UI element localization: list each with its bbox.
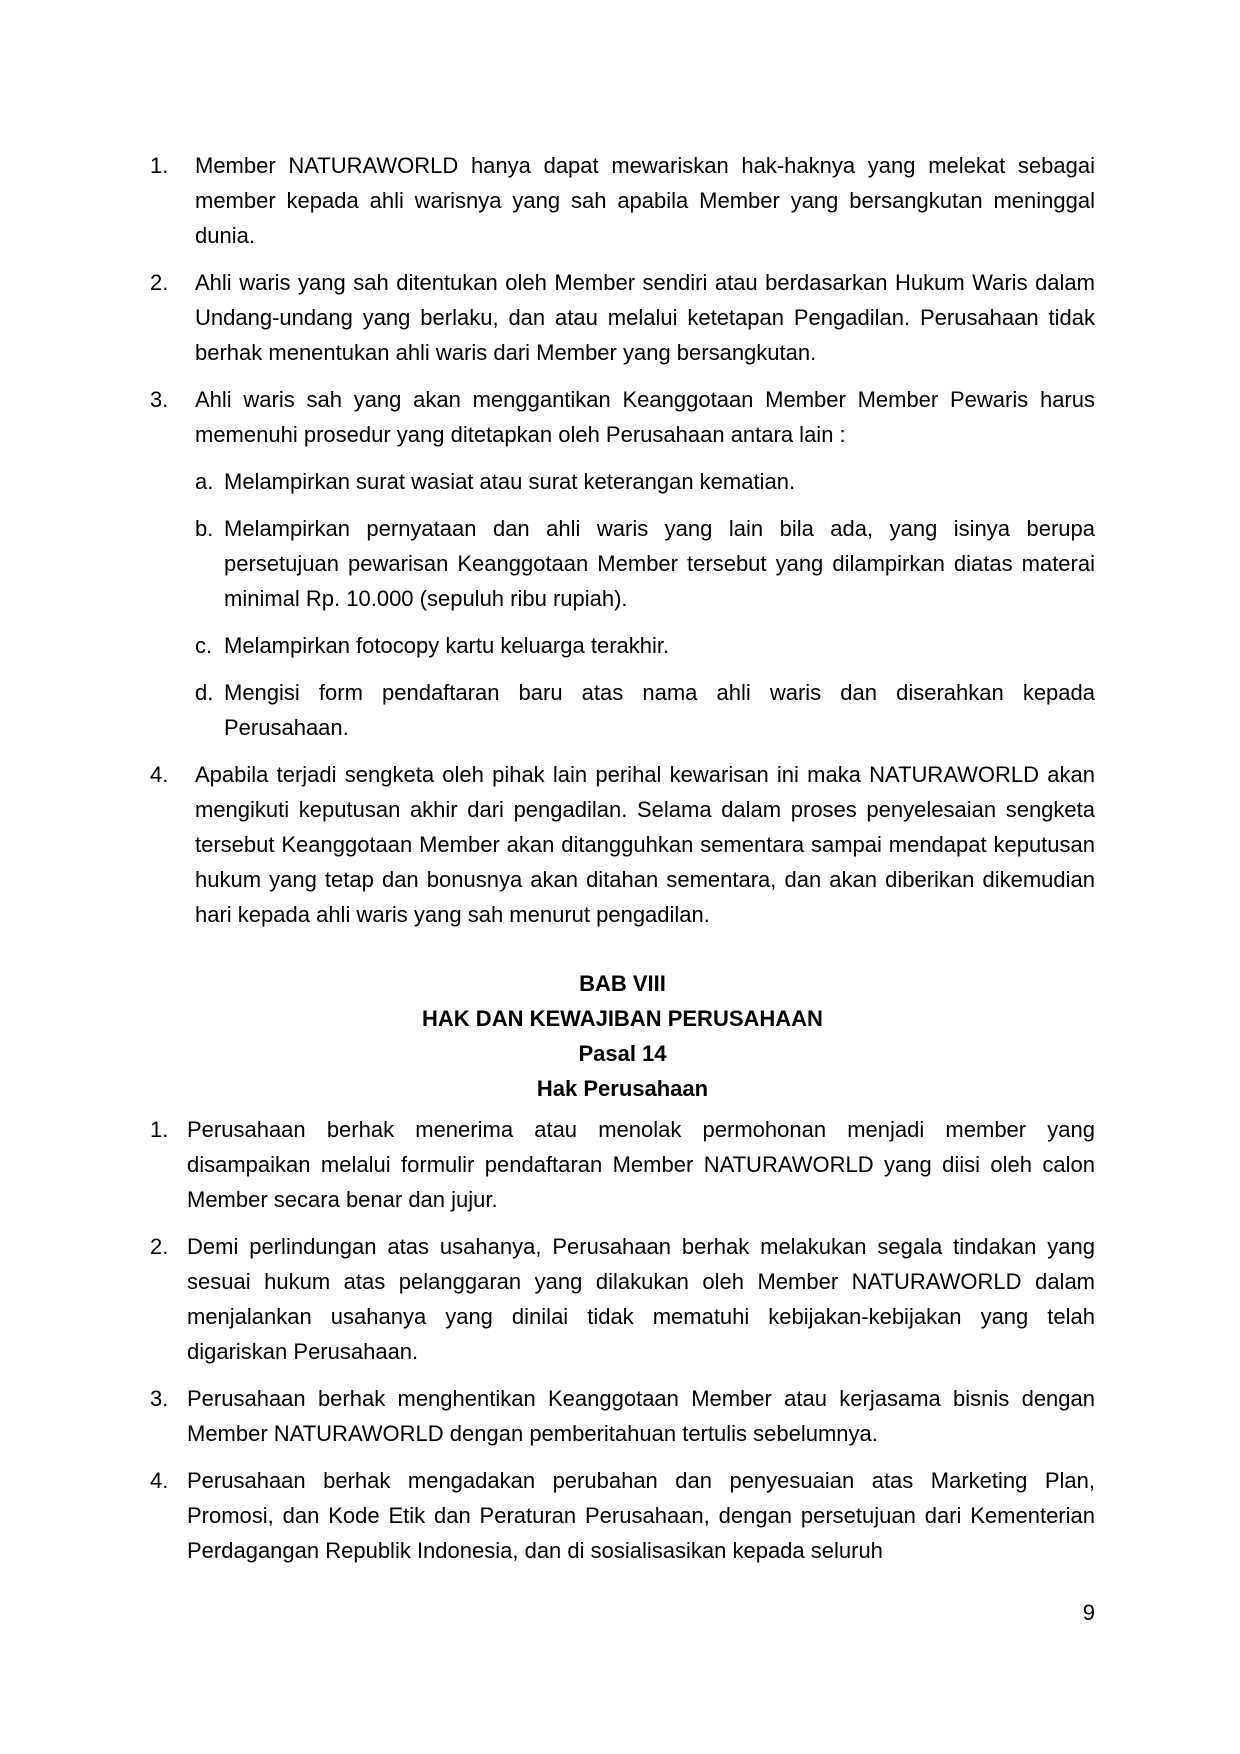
page-number: 9: [1082, 1600, 1095, 1625]
list-item-text: Perusahaan berhak menerima atau menolak permohonan menjadi member yang disampaikan melalui formulir pendaftaran Member NATURAWORLD yang diisi oleh calon Member secara benar dan jujur.: [187, 1117, 1095, 1212]
sub-list-letter: d.: [195, 680, 214, 705]
sub-list-letter: b.: [195, 516, 214, 541]
article-title: Hak Perusahaan: [536, 1076, 709, 1101]
list-item: [150, 1229, 1095, 1369]
sub-list-item: [150, 464, 1095, 499]
list-item: [150, 148, 1095, 253]
list-item-text: Ahli waris yang sah ditentukan oleh Member sendiri atau berdasarkan Hukum Waris dalam Undang-undang yang berlaku, dan atau melalui ketetapan Pengadilan. Perusahaan tidak berhak menentukan ahli waris dari Member yang bersangkutan.: [195, 270, 1095, 365]
list-number: 4.: [150, 1468, 169, 1493]
chapter-heading: [150, 966, 1095, 1106]
list-number: 1.: [150, 1117, 169, 1142]
sub-list-item-text: Melampirkan fotocopy kartu keluarga terakhir.: [224, 633, 670, 658]
list-item: [150, 1112, 1095, 1217]
sub-list-letter: a.: [195, 469, 214, 494]
list-item: [150, 1463, 1095, 1568]
list-item-text: Member NATURAWORLD hanya dapat mewariskan hak-haknya yang melekat sebagai member kepada ahli warisnya yang sah apabila Member yang bersangkutan meninggal dunia.: [195, 153, 1095, 248]
list-number: 1.: [150, 153, 169, 178]
sub-list-item: [150, 511, 1095, 616]
sub-list-item: [150, 628, 1095, 663]
list-number: 3.: [150, 387, 169, 412]
chapter-number: BAB VIII: [579, 971, 666, 996]
document-page: [150, 148, 1095, 1580]
sub-list-item-text: Melampirkan surat wasiat atau surat keterangan kematian.: [224, 469, 796, 494]
list-item-text: Apabila terjadi sengketa oleh pihak lain perihal kewarisan ini maka NATURAWORLD akan mengikuti keputusan akhir dari pengadilan. Selama dalam proses penyelesaian sengketa tersebut Keanggotaan Member akan ditangguhkan sementara sampai mendapat keputusan hukum yang tetap dan bonusnya akan ditahan sementara, dan akan diberikan dikemudian hari kepada ahli waris yang sah menurut pengadilan.: [195, 762, 1095, 927]
list-number: 4.: [150, 762, 169, 787]
sub-list-item: [150, 675, 1095, 745]
list-number: 3.: [150, 1386, 169, 1411]
list-number: 2.: [150, 270, 169, 295]
list-item-text: Demi perlindungan atas usahanya, Perusahaan berhak melakukan segala tindakan yang sesuai hukum atas pelanggaran yang dilakukan oleh Member NATURAWORLD dalam menjalankan usahanya yang dinilai tidak mematuhi kebijakan-kebijakan yang telah digariskan Perusahaan.: [187, 1234, 1095, 1364]
list-item-text: Perusahaan berhak mengadakan perubahan dan penyesuaian atas Marketing Plan, Promosi, dan Kode Etik dan Peraturan Perusahaan, dengan persetujuan dari Kementerian Perdagangan Republik Indonesia, dan di sosialisasikan kepada seluruh: [187, 1468, 1095, 1563]
list-item: [150, 265, 1095, 370]
chapter-title: HAK DAN KEWAJIBAN PERUSAHAAN: [422, 1006, 823, 1031]
list-item-text: Perusahaan berhak menghentikan Keanggotaan Member atau kerjasama bisnis dengan Member NATURAWORLD dengan pemberitahuan tertulis sebelumnya.: [187, 1386, 1095, 1446]
sub-list-letter: c.: [195, 633, 213, 658]
list-item: [150, 1381, 1095, 1451]
list-item: [150, 757, 1095, 932]
sub-list-item-text: Mengisi form pendaftaran baru atas nama ahli waris dan diserahkan kepada Perusahaan.: [224, 680, 1095, 740]
sub-list-item-text: Melampirkan pernyataan dan ahli waris yang lain bila ada, yang isinya berupa persetujuan pewarisan Keanggotaan Member tersebut yang dilampirkan diatas materai minimal Rp. 10.000 (sepuluh ribu rupiah).: [224, 516, 1095, 611]
list-number: 2.: [150, 1234, 169, 1259]
list-item: [150, 382, 1095, 452]
article-number: Pasal 14: [578, 1041, 667, 1066]
list-item-text: Ahli waris sah yang akan menggantikan Keanggotaan Member Member Pewaris harus memenuhi prosedur yang ditetapkan oleh Perusahaan antara lain :: [195, 387, 1095, 447]
